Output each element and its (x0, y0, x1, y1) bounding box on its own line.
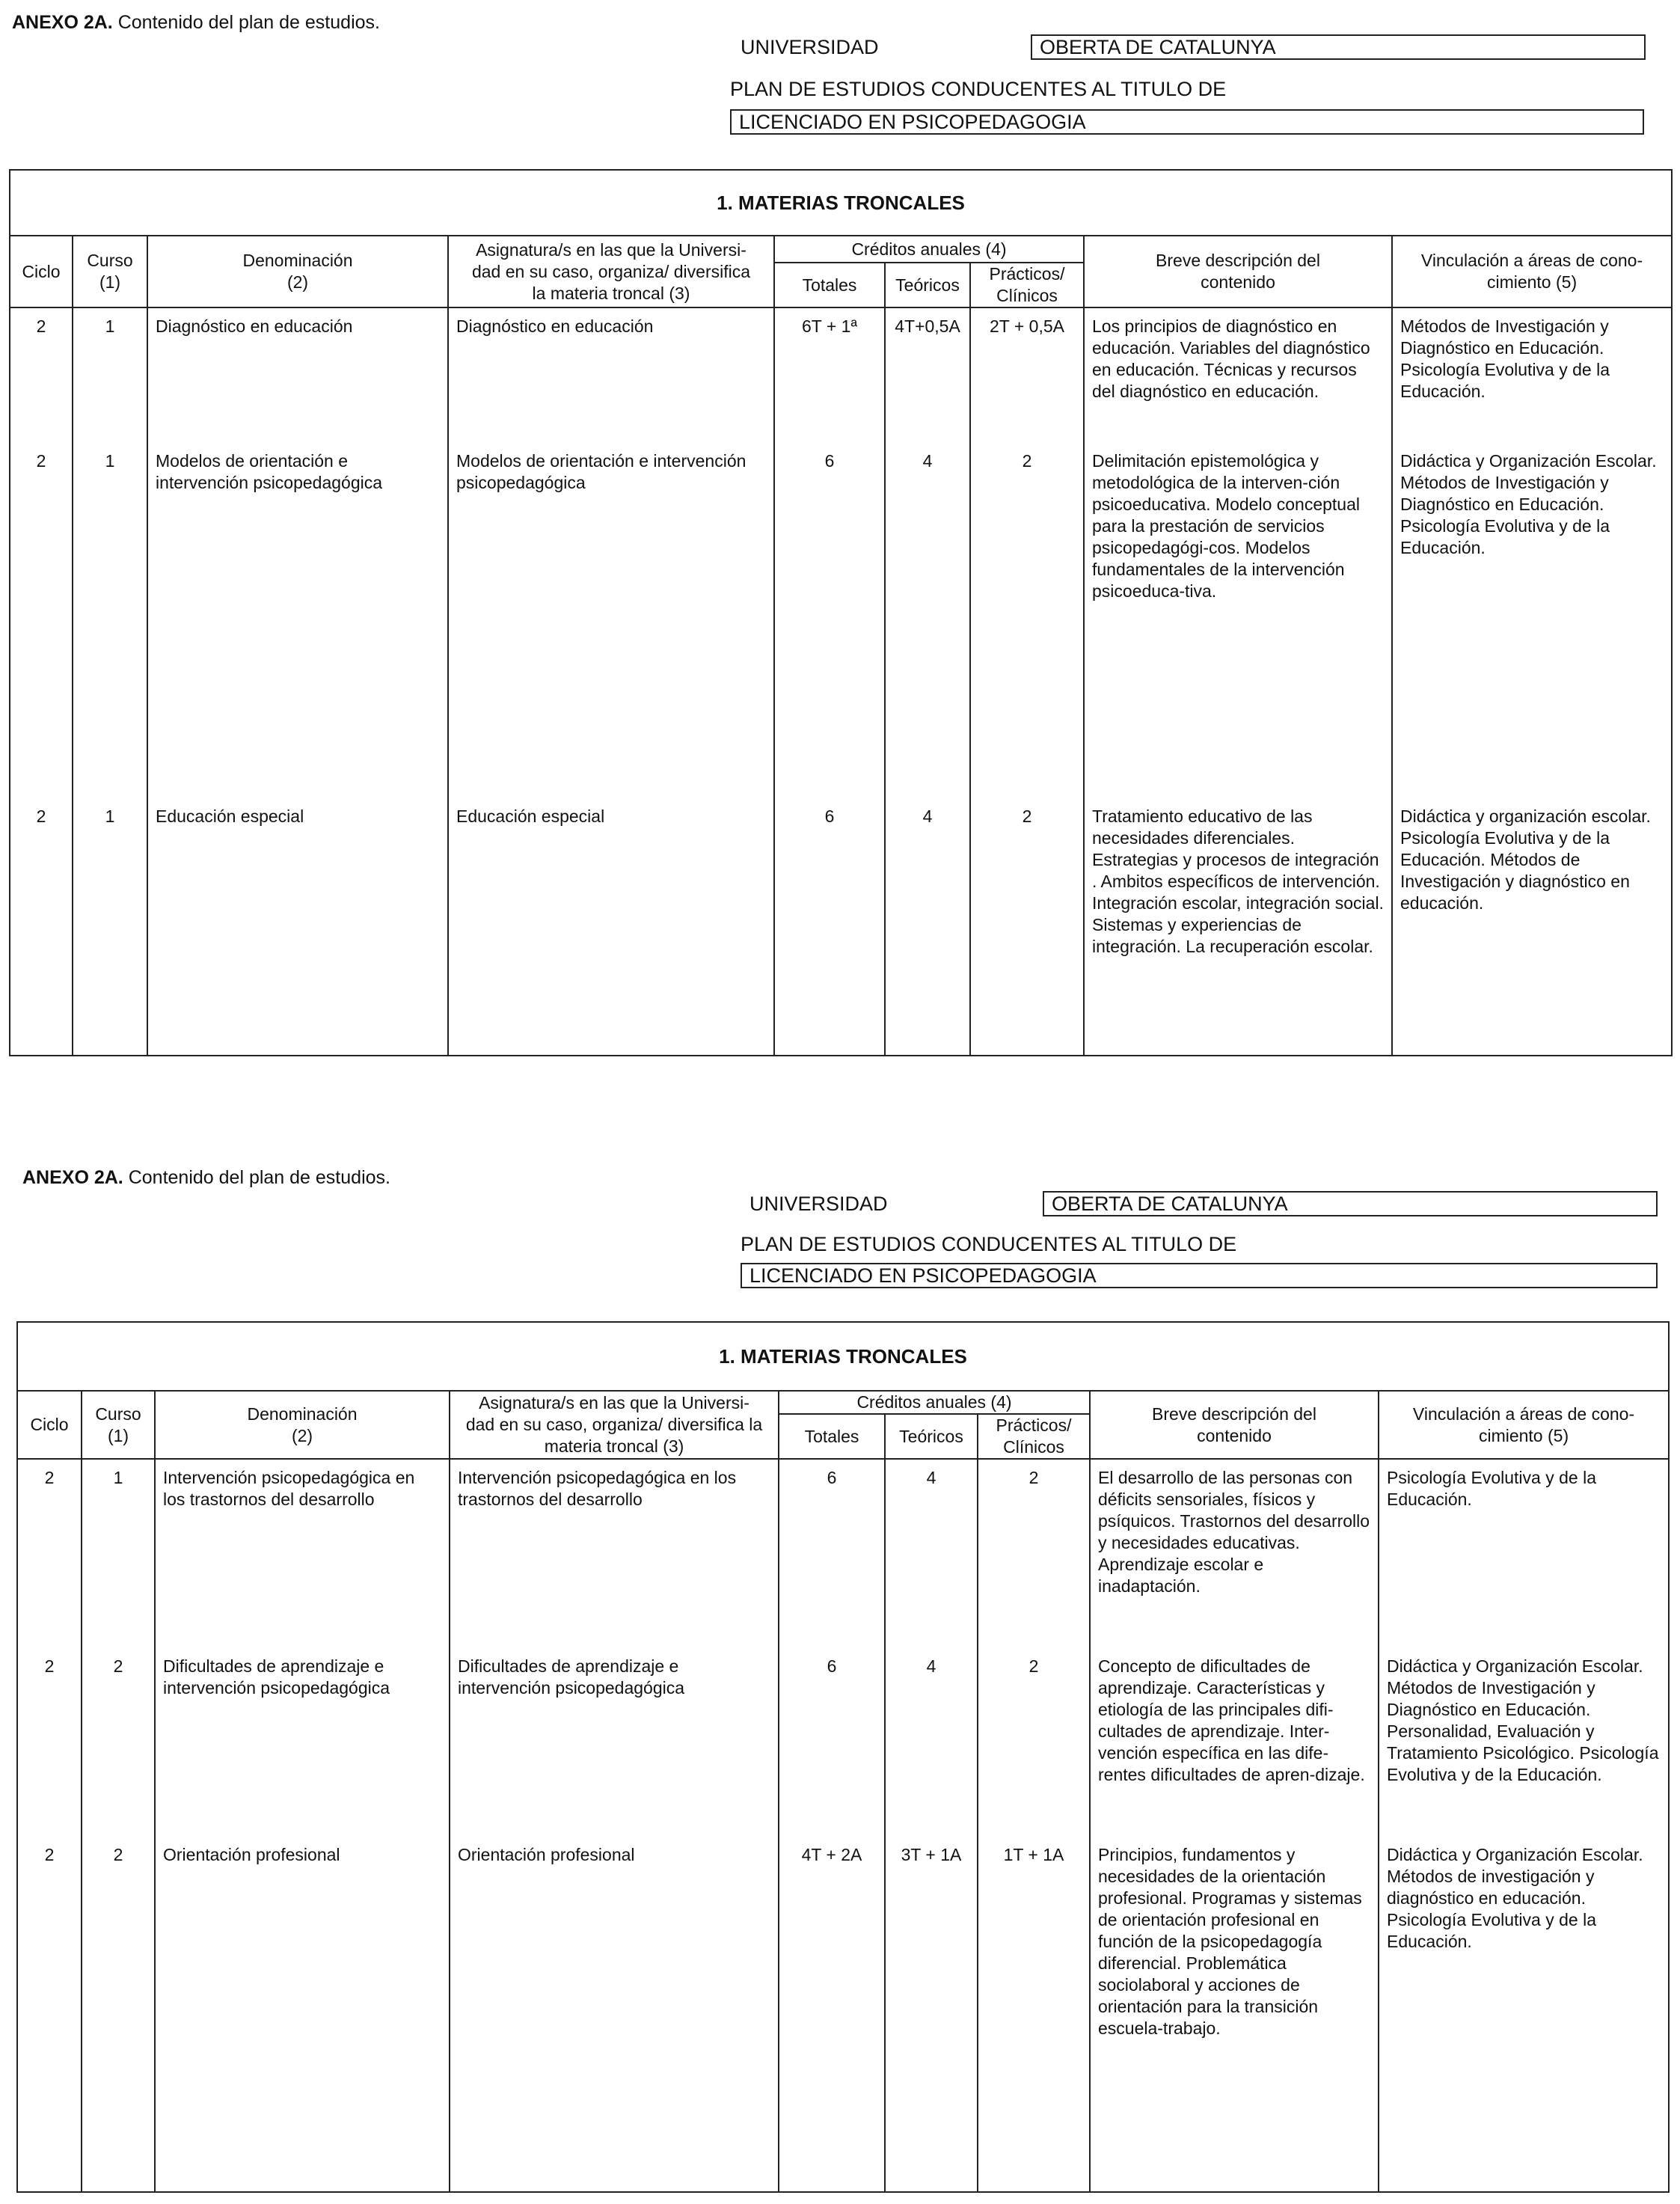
table-row-1-asignatura: Diagnóstico en educación (456, 316, 654, 336)
header-denominacion-number: (2) (291, 1425, 313, 1445)
materias-troncales-table (9, 169, 1673, 1056)
table-row-1-denominacion: Intervención psicopedagógica en los trastornos del desarrollo (163, 1468, 415, 1509)
header-vinculacion: Vinculación a áreas de cono-cimiento (5) (1392, 236, 1672, 307)
table-row-1-vinculacion: Métodos de Investigación y Diagnóstico en Educación. Psicología Evolutiva y de la Educación. (1400, 316, 1610, 401)
table-row-3-curso: 2 (113, 1845, 123, 1864)
table-row-2-totales: 6 (827, 1656, 837, 1676)
col-curso (73, 307, 147, 1056)
col-asignatura (450, 1459, 779, 2192)
titulo-value: LICENCIADO EN PSICOPEDAGOGIA (741, 1263, 1658, 1288)
header-breve: Breve descripción del contenido (1084, 236, 1392, 307)
table-row-3-breve: Tratamiento educativo de las necesidades diferenciales. Estrategias y procesos de integración . Ambitos específicos de intervención. Integración escolar, integración social. Sistemas y experiencias de integración. La recuperación escolar. (1092, 806, 1384, 956)
table-row-1-curso: 1 (113, 1468, 123, 1487)
plan-label: PLAN DE ESTUDIOS CONDUCENTES AL TITULO DE (741, 1233, 1237, 1255)
header-totales: Totales (779, 1414, 885, 1459)
header-curso-label: Curso (95, 1403, 141, 1424)
col-teoricos (885, 1459, 978, 2192)
table-row-2-curso: 1 (105, 451, 115, 471)
table-row-3-ciclo: 2 (36, 806, 46, 826)
table-row-3-denominacion: Orientación profesional (163, 1845, 340, 1864)
materias-troncales-table (16, 1321, 1670, 2193)
universidad-label: UNIVERSIDAD (749, 1193, 888, 1215)
table-row-1-teoricos: 4T+0,5A (895, 316, 960, 336)
header-curso (73, 236, 147, 307)
table-body (17, 1459, 1669, 2192)
table-row-1-practicos: 2T + 0,5A (990, 316, 1064, 336)
universidad-label: UNIVERSIDAD (741, 36, 879, 58)
table-row-2-breve: Delimitación epistemológica y metodológica de la interven-ción psicoeducativa. Modelo conceptual para la prestación de servicios psicopedagógi-cos. Modelos fundamentales de la intervención psicoeduca-tiva. (1092, 451, 1361, 601)
titulo-value: LICENCIADO EN PSICOPEDAGOGIA (730, 109, 1644, 135)
table-row-3-curso: 1 (105, 806, 115, 826)
header-breve: Breve descripción del contenido (1090, 1391, 1379, 1459)
col-breve (1084, 307, 1392, 1056)
table-row-1-breve: Los principios de diagnóstico en educación. Variables del diagnóstico en educación. Técnicas y recursos del diagnóstico en educación. (1092, 316, 1370, 401)
col-ciclo (17, 1459, 82, 2192)
anexo-text: Contenido del plan de estudios. (123, 1167, 390, 1188)
anexo-text: Contenido del plan de estudios. (112, 12, 380, 33)
header-curso-number: (1) (99, 272, 121, 292)
col-asignatura (448, 307, 774, 1056)
anexo-label: ANEXO 2A. (22, 1167, 123, 1188)
header-curso-number: (1) (107, 1425, 129, 1445)
table-row-3-teoricos: 4 (922, 806, 933, 826)
col-denominacion (147, 307, 448, 1056)
header-asignatura: Asignatura/s en las que la Universi-dad en su caso, organiza/ diversifica la materia troncal (3) (448, 236, 774, 307)
table-row-1-asignatura: Intervención psicopedagógica en los trastornos del desarrollo (458, 1468, 737, 1509)
table-body (10, 307, 1672, 1056)
table-row-1-vinculacion: Psicología Evolutiva y de la Educación. (1387, 1468, 1596, 1509)
col-curso (82, 1459, 155, 2192)
header-denominacion-label: Denominación (242, 251, 353, 270)
table-row-1-practicos: 2 (1028, 1468, 1039, 1487)
table-row-3-totales: 6 (824, 806, 835, 826)
header-practicos: Prácticos/ Clínicos (970, 263, 1084, 307)
table-row-2-teoricos: 4 (922, 451, 933, 471)
table-row-3-vinculacion: Didáctica y Organización Escolar. Métodos de investigación y diagnóstico en educación. Psicología Evolutiva y de la Educación. (1387, 1845, 1643, 1951)
table-row-2-vinculacion: Didáctica y Organización Escolar. Métodos de Investigación y Diagnóstico en Educación. Psicología Evolutiva y de la Educación. (1400, 451, 1657, 557)
header-asignatura: Asignatura/s en las que la Universi-dad en su caso, organiza/ diversifica la materia troncal (3) (450, 1391, 779, 1459)
header-creditos: Créditos anuales (4) (774, 236, 1084, 263)
header-denominacion-number: (2) (286, 272, 309, 292)
table-row-1-curso: 1 (105, 316, 115, 336)
table-row-2-practicos: 2 (1028, 1656, 1039, 1676)
header-teoricos: Teóricos (885, 1414, 978, 1459)
header-curso-label: Curso (87, 251, 133, 270)
header-teoricos: Teóricos (885, 263, 970, 307)
table-row-2-asignatura: Dificultades de aprendizaje e intervención psicopedagógica (458, 1656, 685, 1698)
header-ciclo: Ciclo (10, 236, 73, 307)
anexo-heading (12, 12, 380, 34)
col-practicos (978, 1459, 1090, 2192)
table-row-3-totales: 4T + 2A (801, 1845, 862, 1864)
table-row-3-asignatura: Orientación profesional (458, 1845, 635, 1864)
col-totales (779, 1459, 885, 2192)
header-denominacion (147, 236, 448, 307)
table-row-3-vinculacion: Didáctica y organización escolar. Psicología Evolutiva y de la Educación. Métodos de Investigación y diagnóstico en educación. (1400, 806, 1651, 913)
table-row-2-teoricos: 4 (926, 1656, 936, 1676)
col-teoricos (885, 307, 970, 1056)
plan-label: PLAN DE ESTUDIOS CONDUCENTES AL TITULO DE (730, 78, 1227, 100)
col-practicos (970, 307, 1084, 1056)
table-row-1-totales: 6 (827, 1468, 837, 1487)
table-row-2-ciclo: 2 (44, 1656, 55, 1676)
col-totales (774, 307, 885, 1056)
col-vinculacion (1392, 307, 1672, 1056)
table-row-2-asignatura: Modelos de orientación e intervención psicopedagógica (456, 451, 747, 492)
header-vinculacion: Vinculación a áreas de cono-cimiento (5) (1379, 1391, 1669, 1459)
table-row-2-denominacion: Dificultades de aprendizaje e intervención psicopedagógica (163, 1656, 390, 1698)
header-creditos: Créditos anuales (4) (779, 1391, 1090, 1414)
col-denominacion (155, 1459, 450, 2192)
header-curso (82, 1391, 155, 1459)
table-title: 1. MATERIAS TRONCALES (17, 1322, 1669, 1391)
table-row-3-practicos: 1T + 1A (1003, 1845, 1064, 1864)
table-row-2-curso: 2 (113, 1656, 123, 1676)
table-row-1-totales: 6T + 1ª (802, 316, 857, 336)
header-denominacion-label: Denominación (247, 1403, 358, 1424)
header-denominacion (155, 1391, 450, 1459)
table-row-1-denominacion: Diagnóstico en educación (156, 316, 353, 336)
table-row-3-ciclo: 2 (44, 1845, 55, 1864)
header-totales: Totales (774, 263, 885, 307)
table-row-1-ciclo: 2 (36, 316, 46, 336)
table-row-2-breve: Concepto de dificultades de aprendizaje. Características y etiología de las principales difi-cultades de aprendizaje. Inter-vención específica en las dife-rentes dificultades de apren-dizaje. (1098, 1656, 1365, 1784)
anexo-heading (22, 1167, 390, 1189)
col-breve (1090, 1459, 1379, 2192)
table-row-1-ciclo: 2 (44, 1468, 55, 1487)
table-row-3-asignatura: Educación especial (456, 806, 605, 826)
col-vinculacion (1379, 1459, 1669, 2192)
table-row-3-practicos: 2 (1022, 806, 1032, 826)
table-row-1-teoricos: 4 (926, 1468, 936, 1487)
table-row-3-denominacion: Educación especial (156, 806, 304, 826)
table-row-3-breve: Principios, fundamentos y necesidades de la orientación profesional. Programas y sistemas de orientación profesional en función de la psicopedagogía diferencial. Problemática sociolaboral y acciones de orientación para la transición escuela-trabajo. (1098, 1845, 1362, 2038)
anexo-label: ANEXO 2A. (12, 12, 113, 33)
universidad-value: OBERTA DE CATALUNYA (1031, 34, 1646, 60)
table-row-1-breve: El desarrollo de las personas con déficits sensoriales, físicos y psíquicos. Trastornos del desarrollo y necesidades educativas. Aprendizaje escolar e inadaptación. (1098, 1468, 1370, 1596)
table-row-2-vinculacion: Didáctica y Organización Escolar. Métodos de Investigación y Diagnóstico en Educación. Personalidad, Evaluación y Tratamiento Psicológico. Psicología Evolutiva y de la Educación. (1387, 1656, 1659, 1784)
table-row-3-teoricos: 3T + 1A (901, 1845, 962, 1864)
table-row-2-totales: 6 (824, 451, 835, 471)
table-row-2-denominacion: Modelos de orientación e intervención psicopedagógica (156, 451, 383, 492)
anexo-section-1 (0, 0, 1680, 1047)
header-practicos: Prácticos/ Clínicos (978, 1414, 1090, 1459)
anexo-section-2 (0, 1152, 1680, 2204)
table-row-2-ciclo: 2 (36, 451, 46, 471)
table-row-2-practicos: 2 (1022, 451, 1032, 471)
header-ciclo: Ciclo (17, 1391, 82, 1459)
universidad-value: OBERTA DE CATALUNYA (1043, 1191, 1658, 1216)
table-title: 1. MATERIAS TRONCALES (10, 170, 1672, 236)
col-ciclo (10, 307, 73, 1056)
